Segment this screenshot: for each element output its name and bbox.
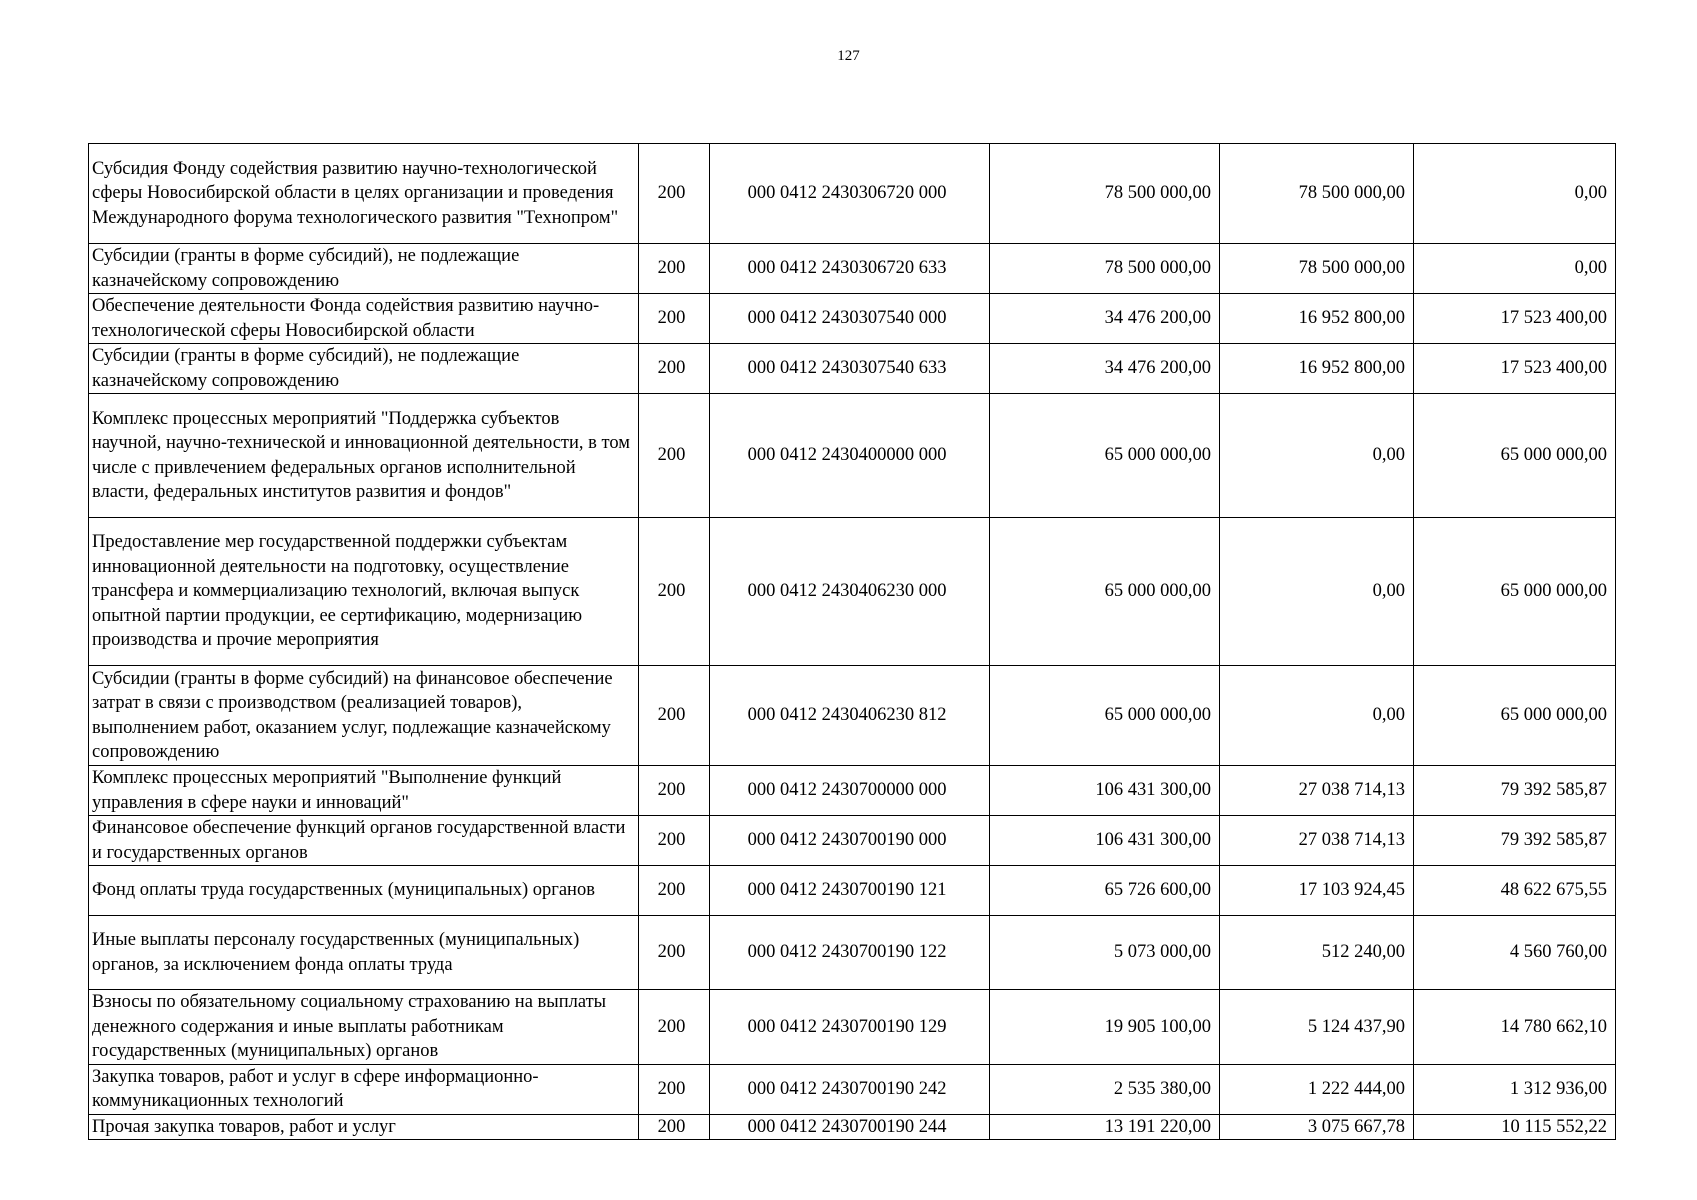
- row-code: 200: [639, 344, 710, 394]
- table-row: [89, 144, 1616, 244]
- table-row: [89, 344, 1616, 394]
- row-name: Субсидии (гранты в форме субсидий), не подлежащие казначейскому сопровождению: [89, 344, 639, 394]
- row-executed: 0,00: [1220, 666, 1414, 766]
- row-unexecuted: 65 000 000,00: [1414, 518, 1616, 666]
- row-executed: 16 952 800,00: [1220, 294, 1414, 344]
- row-unexecuted: 79 392 585,87: [1414, 816, 1616, 866]
- row-name: Финансовое обеспечение функций органов государственной власти и государственных органов: [89, 816, 639, 866]
- row-executed: 17 103 924,45: [1220, 866, 1414, 916]
- row-approved: 106 431 300,00: [990, 766, 1220, 816]
- row-unexecuted: 65 000 000,00: [1414, 666, 1616, 766]
- row-name: Предоставление мер государственной поддержки субъектам инновационной деятельности на подготовку, осуществление трансфера и коммерциализацию технологий, включая выпуск опытной партии продукции, ее сертификацию, модернизацию производства и прочие мероприятия: [89, 518, 639, 666]
- row-budget-code: 000 0412 2430700190 121: [710, 866, 990, 916]
- row-executed: 16 952 800,00: [1220, 344, 1414, 394]
- row-approved: 19 905 100,00: [990, 990, 1220, 1065]
- row-unexecuted: 0,00: [1414, 144, 1616, 244]
- budget-execution-table: [88, 143, 1616, 1140]
- row-code: 200: [639, 916, 710, 990]
- row-name: Иные выплаты персоналу государственных (муниципальных) органов, за исключением фонда оплаты труда: [89, 916, 639, 990]
- row-executed: 5 124 437,90: [1220, 990, 1414, 1065]
- row-code: 200: [639, 1064, 710, 1114]
- row-code: 200: [639, 816, 710, 866]
- row-executed: 27 038 714,13: [1220, 766, 1414, 816]
- table-row: [89, 394, 1616, 518]
- table-row: [89, 866, 1616, 916]
- row-code: 200: [639, 866, 710, 916]
- row-executed: 0,00: [1220, 518, 1414, 666]
- row-executed: 1 222 444,00: [1220, 1064, 1414, 1114]
- row-executed: 512 240,00: [1220, 916, 1414, 990]
- table-row: [89, 916, 1616, 990]
- row-approved: 34 476 200,00: [990, 294, 1220, 344]
- row-unexecuted: 1 312 936,00: [1414, 1064, 1616, 1114]
- row-approved: 65 000 000,00: [990, 394, 1220, 518]
- row-code: 200: [639, 244, 710, 294]
- row-unexecuted: 10 115 552,22: [1414, 1114, 1616, 1140]
- row-name: Взносы по обязательному социальному страхованию на выплаты денежного содержания и иные выплаты работникам государственных (муниципальных) органов: [89, 990, 639, 1065]
- row-unexecuted: 48 622 675,55: [1414, 866, 1616, 916]
- row-name: Комплекс процессных мероприятий "Поддержка субъектов научной, научно-технической и инновационной деятельности, в том числе с привлечением федеральных органов исполнительной власти, федеральных институтов развития и фондов": [89, 394, 639, 518]
- row-code: 200: [639, 990, 710, 1065]
- row-name: Субсидия Фонду содействия развитию научно-технологической сферы Новосибирской области в целях организации и проведения Международного форума технологического развития "Технопром": [89, 144, 639, 244]
- row-budget-code: 000 0412 2430307540 633: [710, 344, 990, 394]
- row-code: 200: [639, 144, 710, 244]
- row-budget-code: 000 0412 2430406230 000: [710, 518, 990, 666]
- row-executed: 78 500 000,00: [1220, 144, 1414, 244]
- row-budget-code: 000 0412 2430306720 000: [710, 144, 990, 244]
- table-row: [89, 666, 1616, 766]
- row-unexecuted: 0,00: [1414, 244, 1616, 294]
- row-unexecuted: 17 523 400,00: [1414, 344, 1616, 394]
- table-row: [89, 244, 1616, 294]
- row-budget-code: 000 0412 2430700190 000: [710, 816, 990, 866]
- row-name: Фонд оплаты труда государственных (муниципальных) органов: [89, 866, 639, 916]
- table-row: [89, 1114, 1616, 1140]
- row-unexecuted: 14 780 662,10: [1414, 990, 1616, 1065]
- row-name: Прочая закупка товаров, работ и услуг: [89, 1114, 639, 1140]
- row-code: 200: [639, 1114, 710, 1140]
- row-code: 200: [639, 294, 710, 344]
- row-approved: 78 500 000,00: [990, 244, 1220, 294]
- row-code: 200: [639, 394, 710, 518]
- row-unexecuted: 17 523 400,00: [1414, 294, 1616, 344]
- row-code: 200: [639, 666, 710, 766]
- row-budget-code: 000 0412 2430307540 000: [710, 294, 990, 344]
- row-executed: 78 500 000,00: [1220, 244, 1414, 294]
- row-unexecuted: 4 560 760,00: [1414, 916, 1616, 990]
- row-name: Субсидии (гранты в форме субсидий) на финансовое обеспечение затрат в связи с производством (реализацией товаров), выполнением работ, оказанием услуг, подлежащие казначейскому сопровождению: [89, 666, 639, 766]
- row-approved: 13 191 220,00: [990, 1114, 1220, 1140]
- table-row: [89, 816, 1616, 866]
- row-approved: 34 476 200,00: [990, 344, 1220, 394]
- row-approved: 5 073 000,00: [990, 916, 1220, 990]
- row-executed: 27 038 714,13: [1220, 816, 1414, 866]
- table-row: [89, 766, 1616, 816]
- row-approved: 78 500 000,00: [990, 144, 1220, 244]
- row-approved: 106 431 300,00: [990, 816, 1220, 866]
- row-unexecuted: 79 392 585,87: [1414, 766, 1616, 816]
- table-row: [89, 294, 1616, 344]
- row-name: Субсидии (гранты в форме субсидий), не подлежащие казначейскому сопровождению: [89, 244, 639, 294]
- row-budget-code: 000 0412 2430700000 000: [710, 766, 990, 816]
- row-approved: 2 535 380,00: [990, 1064, 1220, 1114]
- row-name: Обеспечение деятельности Фонда содействия развитию научно-технологической сферы Новосибирской области: [89, 294, 639, 344]
- row-budget-code: 000 0412 2430700190 242: [710, 1064, 990, 1114]
- row-name: Закупка товаров, работ и услуг в сфере информационно-коммуникационных технологий: [89, 1064, 639, 1114]
- row-budget-code: 000 0412 2430700190 244: [710, 1114, 990, 1140]
- row-budget-code: 000 0412 2430700190 122: [710, 916, 990, 990]
- table-row: [89, 990, 1616, 1065]
- row-approved: 65 726 600,00: [990, 866, 1220, 916]
- row-budget-code: 000 0412 2430700190 129: [710, 990, 990, 1065]
- row-code: 200: [639, 766, 710, 816]
- row-budget-code: 000 0412 2430306720 633: [710, 244, 990, 294]
- row-executed: 3 075 667,78: [1220, 1114, 1414, 1140]
- row-name: Комплекс процессных мероприятий "Выполнение функций управления в сфере науки и инноваций": [89, 766, 639, 816]
- row-approved: 65 000 000,00: [990, 518, 1220, 666]
- row-budget-code: 000 0412 2430406230 812: [710, 666, 990, 766]
- table-row: [89, 1064, 1616, 1114]
- table-row: [89, 518, 1616, 666]
- row-code: 200: [639, 518, 710, 666]
- row-executed: 0,00: [1220, 394, 1414, 518]
- row-approved: 65 000 000,00: [990, 666, 1220, 766]
- page-number: 127: [837, 48, 860, 64]
- row-unexecuted: 65 000 000,00: [1414, 394, 1616, 518]
- row-budget-code: 000 0412 2430400000 000: [710, 394, 990, 518]
